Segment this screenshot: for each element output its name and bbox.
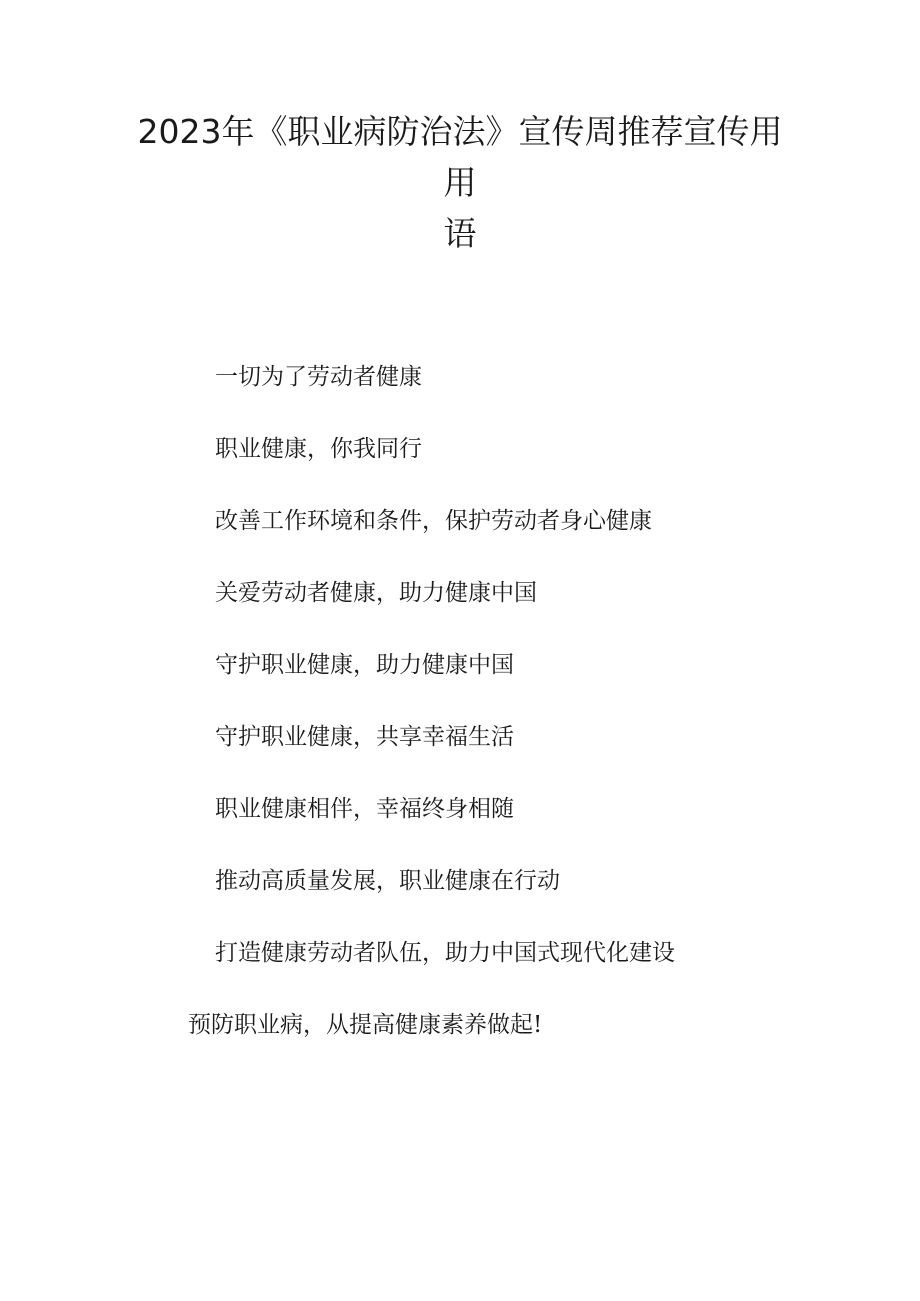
slogan-line: 守护职业健康，共享幸福生活 bbox=[215, 724, 514, 750]
slogan-line: 职业健康，你我同行 bbox=[215, 436, 422, 462]
slogan-line: 守护职业健康，助力健康中国 bbox=[215, 652, 514, 678]
slogan-line: 关爱劳动者健康，助力健康中国 bbox=[215, 580, 537, 606]
slogan-line: 打造健康劳动者队伍，助力中国式现代化建设 bbox=[215, 940, 675, 966]
slogan-line: 改善工作环境和条件，保护劳动者身心健康 bbox=[215, 508, 652, 534]
slogan-line: 职业健康相伴，幸福终身相随 bbox=[215, 796, 514, 822]
document-title-line-2: 用 bbox=[443, 163, 477, 202]
document-title-line-1: 2023年《职业病防治法》宣传周推荐宣传用 bbox=[137, 112, 783, 151]
slogan-line: 一切为了劳动者健康 bbox=[215, 364, 422, 390]
document-title-line-3: 语 bbox=[443, 214, 477, 253]
slogan-line-closing: 预防职业病，从提高健康素养做起! bbox=[188, 1012, 543, 1038]
slogan-line: 推动高质量发展，职业健康在行动 bbox=[215, 868, 560, 894]
